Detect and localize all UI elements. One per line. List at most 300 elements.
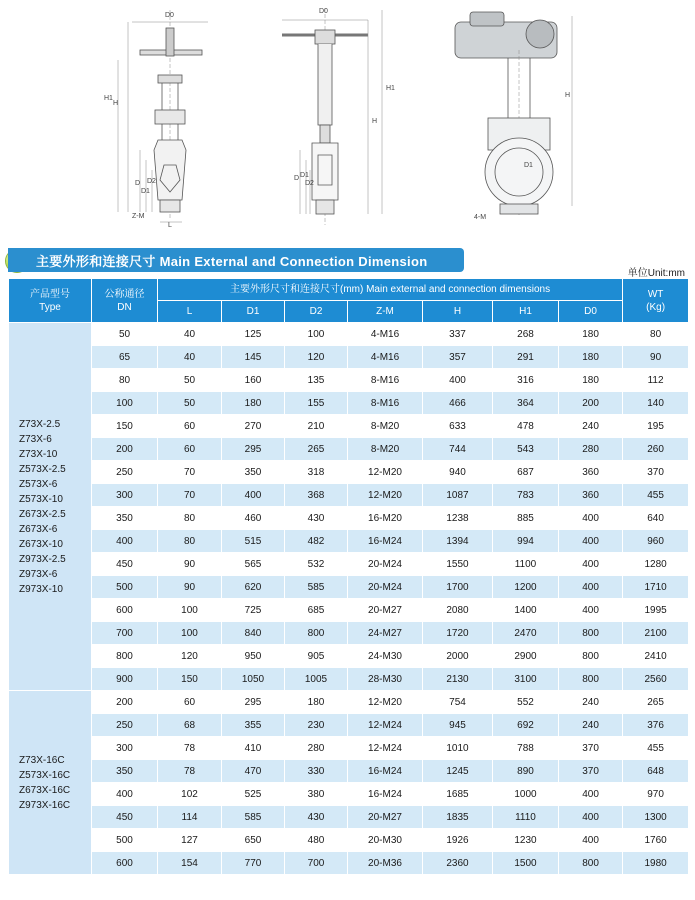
table-cell: 1710 [623,576,689,599]
type-model: Z673X-6 [19,523,58,535]
table-cell: 154 [158,852,222,875]
type-model: Z73X-2.5 [19,418,61,430]
table-cell: 60 [158,415,222,438]
table-cell: 2470 [493,622,559,645]
table-cell: 370 [623,461,689,484]
table-cell: 240 [559,691,623,714]
table-cell: 648 [623,760,689,783]
table-cell: 24-M27 [348,622,423,645]
table-cell: 500 [92,829,158,852]
table-cell: 360 [559,461,623,484]
dimension-table [8,278,689,875]
table-cell: 330 [285,760,348,783]
table-cell: 800 [559,852,623,875]
header-type-line: 产品型号 [30,288,70,300]
table-cell: 455 [623,484,689,507]
table-cell: 125 [222,323,285,346]
header-dn-line: DN [117,301,132,313]
table-header [9,279,689,323]
table-cell: 12-M20 [348,691,423,714]
table-cell: 16-M24 [348,760,423,783]
table-cell: 8-M20 [348,415,423,438]
table-cell: 700 [285,852,348,875]
table-cell: 8-M16 [348,369,423,392]
table-cell: 155 [285,392,348,415]
table-cell: 240 [559,415,623,438]
table-cell: 65 [92,346,158,369]
table-cell: 1110 [493,806,559,829]
table-cell: 482 [285,530,348,553]
type-model: Z73X-16C [19,754,65,766]
type-model: Z673X-2.5 [19,508,66,520]
table-cell: 300 [92,737,158,760]
table-cell: 376 [623,714,689,737]
table-cell: 1926 [423,829,493,852]
table-cell: 2130 [423,668,493,691]
table-cell: 16-M24 [348,783,423,806]
dimension-label: H1 [104,95,113,102]
table-row [9,829,689,852]
dimension-label: D2 [147,178,156,185]
table-cell: 355 [222,714,285,737]
table-cell: 20-M27 [348,806,423,829]
table-cell: 50 [158,369,222,392]
table-cell: 552 [493,691,559,714]
table-cell: 2410 [623,645,689,668]
table-body [9,323,689,875]
table-cell: 1995 [623,599,689,622]
dimension-label: 4-M [474,214,487,221]
table-cell: 2900 [493,645,559,668]
table-cell: 460 [222,507,285,530]
table-cell: 230 [285,714,348,737]
table-cell: 78 [158,760,222,783]
table-cell: 360 [559,484,623,507]
table-cell: 455 [623,737,689,760]
table-row [9,737,689,760]
header-wt-line: WT [647,288,664,300]
right-valve-drawing [455,12,572,215]
table-cell: 20-M36 [348,852,423,875]
table-cell: 543 [493,438,559,461]
table-row [9,691,689,714]
table-cell: 70 [158,461,222,484]
table-cell: 400 [559,507,623,530]
table-cell: 450 [92,553,158,576]
table-cell: 800 [559,645,623,668]
table-cell: 8-M16 [348,392,423,415]
table-cell: 1200 [493,576,559,599]
table-cell: 1280 [623,553,689,576]
table-cell: 20-M27 [348,599,423,622]
middle-valve-drawing [282,8,382,225]
table-cell: 480 [285,829,348,852]
type-model: Z573X-6 [19,478,58,490]
table-cell: 840 [222,622,285,645]
table-cell: 28-M30 [348,668,423,691]
table-row [9,530,689,553]
table-cell: 370 [559,760,623,783]
table-cell: 180 [559,323,623,346]
table-cell: 100 [158,599,222,622]
table-cell: 400 [222,484,285,507]
table-cell: 692 [493,714,559,737]
table-cell: 2560 [623,668,689,691]
dimension-label: D2 [305,180,314,187]
table-cell: 905 [285,645,348,668]
table-cell: 350 [222,461,285,484]
table-row [9,783,689,806]
table-row [9,484,689,507]
table-cell: 68 [158,714,222,737]
table-row [9,714,689,737]
left-valve-drawing [118,10,208,222]
table-cell: 3100 [493,668,559,691]
table-cell: 515 [222,530,285,553]
table-cell: 1760 [623,829,689,852]
table-cell: 160 [222,369,285,392]
table-row [9,507,689,530]
header-col: L [158,301,222,323]
table-cell: 90 [158,553,222,576]
table-cell: 135 [285,369,348,392]
table-cell: 400 [559,829,623,852]
table-cell: 16-M24 [348,530,423,553]
table-cell: 318 [285,461,348,484]
table-row [9,599,689,622]
table-cell: 950 [222,645,285,668]
table-cell: 788 [493,737,559,760]
table-cell: 800 [559,622,623,645]
table-cell: 316 [493,369,559,392]
table-cell: 400 [423,369,493,392]
table-cell: 1700 [423,576,493,599]
table-cell: 380 [285,783,348,806]
dimension-label: L [168,222,172,229]
table-cell: 295 [222,438,285,461]
table-cell: 140 [623,392,689,415]
table-cell: 400 [559,806,623,829]
table-cell: 1400 [493,599,559,622]
type-model: Z973X-10 [19,583,63,595]
dimension-label: D [135,180,141,187]
table-cell: 80 [623,323,689,346]
table-cell: 2080 [423,599,493,622]
table-cell: 60 [158,438,222,461]
table-cell: 532 [285,553,348,576]
table-cell: 525 [222,783,285,806]
table-cell: 265 [623,691,689,714]
header-col: D2 [285,301,348,323]
table-row [9,760,689,783]
table-cell: 180 [222,392,285,415]
valve-drawings [0,0,695,240]
header-wt-line: (Kg) [646,301,666,313]
table-cell: 280 [285,737,348,760]
table-cell: 268 [493,323,559,346]
header-group: 主要外形尺寸和连接尺寸(mm) Main external and connection dimensions [158,279,623,301]
table-cell: 478 [493,415,559,438]
table-cell: 20-M24 [348,553,423,576]
table-cell: 114 [158,806,222,829]
table-cell: 280 [559,438,623,461]
table-cell: 800 [559,668,623,691]
table-cell: 250 [92,461,158,484]
table-cell: 1050 [222,668,285,691]
type-model: Z73X-6 [19,433,52,445]
table-cell: 200 [92,691,158,714]
table-cell: 744 [423,438,493,461]
header-dn [92,279,158,323]
unit-note: 单位Unit:mm [627,268,685,279]
table-cell: 291 [493,346,559,369]
table-cell: 210 [285,415,348,438]
table-cell: 1100 [493,553,559,576]
type-model: Z673X-10 [19,538,63,550]
header-col: D0 [559,301,623,323]
table-cell: 195 [623,415,689,438]
table-cell: 127 [158,829,222,852]
table-cell: 400 [559,576,623,599]
table-cell: 337 [423,323,493,346]
table-cell: 585 [222,806,285,829]
table-cell: 40 [158,346,222,369]
table-cell: 370 [559,737,623,760]
table-cell: 640 [623,507,689,530]
type-model: Z973X-6 [19,568,58,580]
type-model: Z73X-10 [19,448,58,460]
table-cell: 12-M20 [348,484,423,507]
table-cell: 100 [92,392,158,415]
table-cell: 450 [92,806,158,829]
table-cell: 600 [92,852,158,875]
table-cell: 240 [559,714,623,737]
table-cell: 295 [222,691,285,714]
table-cell: 1245 [423,760,493,783]
table-cell: 2360 [423,852,493,875]
table-cell: 12-M20 [348,461,423,484]
table-cell: 400 [92,783,158,806]
header-type-line: Type [39,301,61,313]
table-row [9,415,689,438]
table-cell: 350 [92,760,158,783]
table-row [9,369,689,392]
table-cell: 1087 [423,484,493,507]
table-cell: 400 [92,530,158,553]
table-cell: 80 [92,369,158,392]
section-title: 主要外形和连接尺寸 Main External and Connection Dimension [36,253,428,269]
table-cell: 180 [559,369,623,392]
type-model: Z673X-16C [19,784,71,796]
table-cell: 1550 [423,553,493,576]
dimension-label: D0 [165,12,174,19]
table-row [9,392,689,415]
table-cell: 4-M16 [348,323,423,346]
header-wt [623,279,689,323]
table-cell: 60 [158,691,222,714]
table-row [9,645,689,668]
table-cell: 650 [222,829,285,852]
table-cell: 1000 [493,783,559,806]
table-cell: 500 [92,576,158,599]
table-cell: 700 [92,622,158,645]
table-cell: 90 [623,346,689,369]
table-cell: 400 [559,599,623,622]
dimension-label: D1 [141,188,150,195]
table-cell: 1500 [493,852,559,875]
table-cell: 970 [623,783,689,806]
table-cell: 16-M20 [348,507,423,530]
dimension-label: H1 [386,85,395,92]
table-cell: 40 [158,323,222,346]
table-cell: 180 [285,691,348,714]
table-row [9,576,689,599]
header-type [9,279,92,323]
table-cell: 960 [623,530,689,553]
table-cell: 100 [158,622,222,645]
table-cell: 270 [222,415,285,438]
table-cell: 725 [222,599,285,622]
table-cell: 20-M30 [348,829,423,852]
table-cell: 1230 [493,829,559,852]
table-row [9,668,689,691]
table-cell: 620 [222,576,285,599]
table-cell: 50 [92,323,158,346]
table-cell: 80 [158,507,222,530]
header-col: Z-M [348,301,423,323]
table-cell: 364 [493,392,559,415]
table-cell: 350 [92,507,158,530]
header-dn-line: 公称通径 [104,288,145,300]
table-cell: 20-M24 [348,576,423,599]
type-model: Z573X-2.5 [19,463,66,475]
table-cell: 120 [285,346,348,369]
table-cell: 12-M24 [348,714,423,737]
table-cell: 466 [423,392,493,415]
dimension-label: D [294,175,300,182]
table-cell: 754 [423,691,493,714]
table-cell: 890 [493,760,559,783]
table-row [9,553,689,576]
type-model: Z973X-2.5 [19,553,66,565]
table-cell: 400 [559,530,623,553]
table-cell: 24-M30 [348,645,423,668]
table-row [9,438,689,461]
table-cell: 2100 [623,622,689,645]
table-cell: 430 [285,806,348,829]
table-cell: 180 [559,346,623,369]
table-cell: 633 [423,415,493,438]
table-cell: 410 [222,737,285,760]
table-cell: 600 [92,599,158,622]
table-cell: 120 [158,645,222,668]
table-cell: 400 [559,783,623,806]
table-cell: 1394 [423,530,493,553]
table-cell: 400 [559,553,623,576]
table-cell: 1685 [423,783,493,806]
table-cell: 783 [493,484,559,507]
table-cell: 800 [285,622,348,645]
type-model: Z573X-10 [19,493,63,505]
table-row [9,461,689,484]
dimension-label: D1 [524,162,533,169]
dimension-label: D0 [319,8,328,15]
table-cell: 300 [92,484,158,507]
table-cell: 102 [158,783,222,806]
table-cell: 1300 [623,806,689,829]
table-row [9,346,689,369]
table-row [9,622,689,645]
table-cell: 12-M24 [348,737,423,760]
type-model: Z573X-16C [19,769,71,781]
table-cell: 100 [285,323,348,346]
table-cell: 265 [285,438,348,461]
dimension-label: D1 [300,172,309,179]
dimension-label: Z-M [132,213,145,220]
section-heading [8,248,464,272]
table-cell: 112 [623,369,689,392]
table-cell: 357 [423,346,493,369]
table-cell: 685 [285,599,348,622]
valve-drawings-svg [0,0,695,240]
table-cell: 80 [158,530,222,553]
table-cell: 1835 [423,806,493,829]
table-row [9,852,689,875]
header-col: H [423,301,493,323]
dimension-label: H [372,118,378,125]
table-cell: 2000 [423,645,493,668]
table-cell: 150 [158,668,222,691]
table-cell: 8-M20 [348,438,423,461]
dimension-label: H [113,100,119,107]
table-cell: 1005 [285,668,348,691]
table-cell: 78 [158,737,222,760]
table-cell: 1238 [423,507,493,530]
table-cell: 945 [423,714,493,737]
table-cell: 1010 [423,737,493,760]
table-cell: 70 [158,484,222,507]
table-cell: 1980 [623,852,689,875]
header-col: H1 [493,301,559,323]
table-cell: 1720 [423,622,493,645]
table-cell: 994 [493,530,559,553]
table-cell: 470 [222,760,285,783]
table-cell: 940 [423,461,493,484]
table-cell: 200 [92,438,158,461]
table-row [9,806,689,829]
table-cell: 150 [92,415,158,438]
table-cell: 368 [285,484,348,507]
table-cell: 565 [222,553,285,576]
header-col: D1 [222,301,285,323]
table-cell: 145 [222,346,285,369]
table-cell: 900 [92,668,158,691]
table-cell: 687 [493,461,559,484]
type-model: Z973X-16C [19,799,71,811]
type-group-cell [9,691,92,875]
table-cell: 885 [493,507,559,530]
table-cell: 770 [222,852,285,875]
table-cell: 200 [559,392,623,415]
table-cell: 800 [92,645,158,668]
dimension-label: H [565,92,571,99]
table-cell: 260 [623,438,689,461]
table-cell: 585 [285,576,348,599]
table-cell: 90 [158,576,222,599]
type-group-cell [9,323,92,691]
table-cell: 250 [92,714,158,737]
table-cell: 430 [285,507,348,530]
